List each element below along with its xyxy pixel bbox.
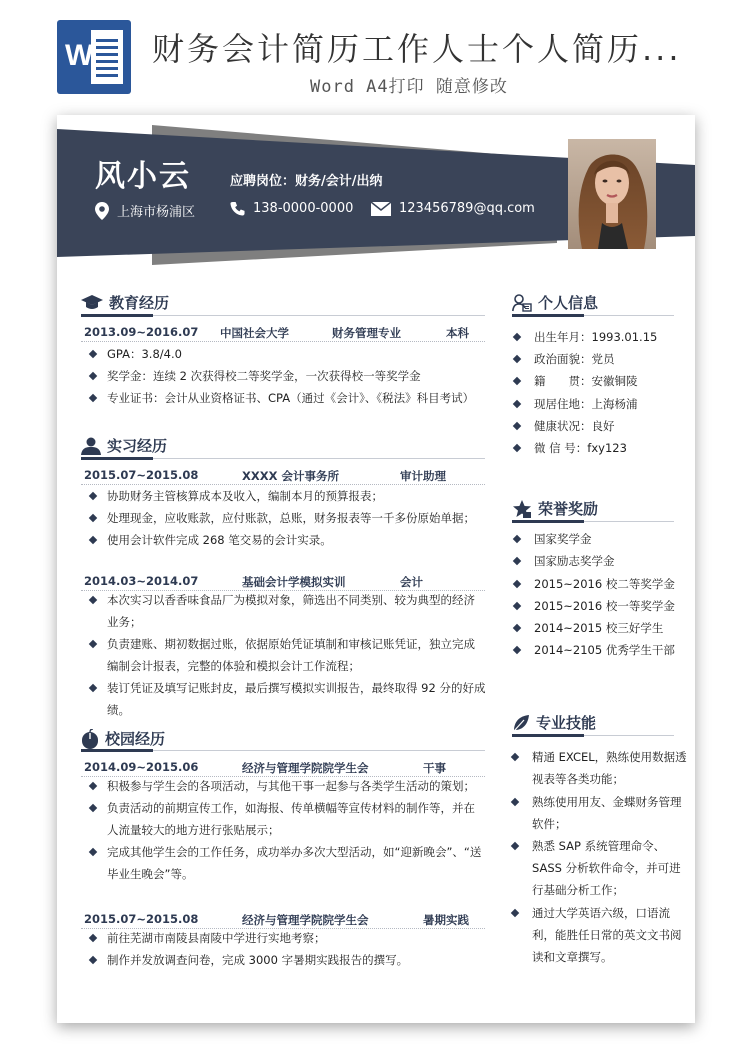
list-item: 奖学金：连续 2 次获得校二等奖学金，一次获得校一等奖学金 — [107, 365, 482, 387]
star-icon — [512, 499, 532, 519]
list-item: 协助财务主管核算成本及收入，编制本月的预算报表； — [107, 485, 482, 507]
campus-org: 经济与管理学院院学生会 — [242, 913, 369, 927]
word-letter: W — [65, 39, 94, 72]
list-item: 熟练使用用友、金蝶财务管理软件； — [532, 791, 687, 835]
list-item: GPA：3.8/4.0 — [107, 343, 482, 365]
location-text: 上海市杨浦区 — [117, 205, 196, 220]
list-item: 微 信 号：fxy123 — [534, 437, 627, 459]
personal-title: 个人信息 — [538, 294, 599, 312]
list-item: 专业证书：会计从业资格证书、CPA（通过《会计》、《税法》科目考试） — [107, 387, 482, 409]
profile-photo — [568, 139, 656, 249]
campus-divider — [81, 750, 485, 751]
internship-org: 基础会计学模拟实训 — [242, 575, 346, 589]
list-item: 熟悉 SAP 系统管理命令、SASS 分析软件命令，并可进行基础分析工作； — [532, 835, 687, 901]
phone-text: 138-0000-0000 — [253, 201, 354, 216]
skills-section-header — [512, 712, 596, 733]
list-item: 精通 EXCEL，熟练使用数据透视表等各类功能； — [532, 746, 687, 790]
list-item: 出生年月：1993.01.15 — [534, 326, 657, 348]
list-item: 政治面貌：党员 — [534, 348, 615, 370]
envelope-icon — [371, 202, 391, 216]
campus-date: 2014.09~2015.06 — [84, 760, 199, 774]
campus-role: 暑期实践 — [423, 913, 469, 927]
user-info-icon — [512, 294, 532, 312]
location-pin-icon — [95, 202, 109, 220]
list-item: 2015~2016 校二等奖学金 — [534, 573, 675, 595]
graduation-cap-icon — [81, 295, 103, 311]
education-major: 财务管理专业 — [332, 326, 401, 340]
campus-section-header — [81, 728, 165, 749]
campus-role: 干事 — [423, 761, 446, 775]
list-item: 2014~2105 优秀学生干部 — [534, 639, 675, 661]
list-item: 国家奖学金 — [534, 528, 592, 550]
list-item: 籍 贯：安徽铜陵 — [534, 370, 638, 392]
location-info — [95, 201, 195, 220]
internship-role: 审计助理 — [400, 469, 446, 483]
skills-title: 专业技能 — [536, 714, 597, 732]
education-section-header — [81, 292, 169, 313]
list-item: 健康状况：良好 — [534, 415, 615, 437]
internship-date: 2014.03~2014.07 — [84, 574, 199, 588]
phone-icon — [230, 201, 245, 216]
campus-org: 经济与管理学院院学生会 — [242, 761, 369, 775]
education-school: 中国社会大学 — [220, 326, 289, 340]
internship-divider — [81, 458, 485, 459]
honors-divider — [512, 521, 674, 522]
candidate-name: 风小云 — [95, 159, 191, 194]
list-item: 使用会计软件完成 268 笔交易的会计实录。 — [107, 529, 482, 551]
person-icon — [81, 437, 101, 455]
leaf-icon — [512, 714, 530, 732]
list-item: 处理现金，应收账款，应付账款，总账，财务报表等一千多份原始单据； — [107, 507, 482, 529]
list-item: 前往芜湖市南陵县南陵中学进行实地考察； — [107, 927, 482, 949]
skills-divider — [512, 735, 674, 736]
list-item: 现居住地：上海杨浦 — [534, 393, 638, 415]
list-item: 本次实习以香香味食品厂为模拟对象，筛选出不同类别、较为典型的经济业务； — [107, 589, 482, 633]
resume-page — [57, 115, 695, 1023]
document-subtitle: Word A4打印 随意修改 — [310, 77, 508, 97]
education-degree: 本科 — [446, 326, 469, 340]
education-date: 2013.09~2016.07 — [84, 325, 199, 339]
email-info — [371, 201, 535, 216]
internship-role: 会计 — [400, 575, 423, 589]
honors-section-header — [512, 498, 598, 519]
personal-divider — [512, 315, 674, 316]
honors-title: 荣誉奖励 — [538, 500, 599, 518]
campus-date: 2015.07~2015.08 — [84, 912, 199, 926]
entry-divider — [81, 341, 485, 342]
list-item: 负责活动的前期宣传工作，如海报、传单横幅等宣传材料的制作等，并在人流量较大的地方进行张贴展示； — [107, 797, 482, 841]
personal-section-header — [512, 292, 598, 313]
phone-info — [230, 201, 353, 216]
mouse-icon — [81, 729, 99, 749]
education-title: 教育经历 — [109, 294, 170, 312]
internship-title: 实习经历 — [107, 437, 168, 455]
list-item: 装订凭证及填写记账封皮，最后撰写模拟实训报告，最终取得 92 分的好成绩。 — [107, 677, 492, 721]
education-divider — [81, 315, 485, 316]
list-item: 2014~2015 校三好学生 — [534, 617, 663, 639]
word-doc-icon — [57, 20, 131, 94]
internship-date: 2015.07~2015.08 — [84, 468, 199, 482]
job-target: 应聘岗位：财务/会计/出纳 — [230, 174, 383, 189]
internship-section-header — [81, 435, 167, 456]
list-item: 制作并发放调查问卷，完成 3000 字暑期实践报告的撰写。 — [107, 949, 482, 971]
list-item: 负责建账、期初数据过账，依据原始凭证填制和审核记账凭证，独立完成编制会计报表，完整的体验和模拟会计工作流程； — [107, 633, 482, 677]
list-item: 2015~2016 校一等奖学金 — [534, 595, 675, 617]
list-item: 通过大学英语六级，口语流利，能胜任日常的英文文书阅读和文章撰写。 — [532, 902, 687, 968]
internship-org: XXXX 会计事务所 — [242, 469, 339, 483]
document-title: 财务会计简历工作人士个人简历... — [152, 30, 682, 68]
email-text: 123456789@qq.com — [399, 201, 535, 216]
list-item: 完成其他学生会的工作任务，成功举办多次大型活动，如“迎新晚会”、“送毕业生晚会”等。 — [107, 841, 482, 885]
campus-title: 校园经历 — [105, 730, 166, 748]
list-item: 国家励志奖学金 — [534, 550, 615, 572]
list-item: 积极参与学生会的各项活动，与其他干事一起参与各类学生活动的策划； — [107, 775, 482, 797]
